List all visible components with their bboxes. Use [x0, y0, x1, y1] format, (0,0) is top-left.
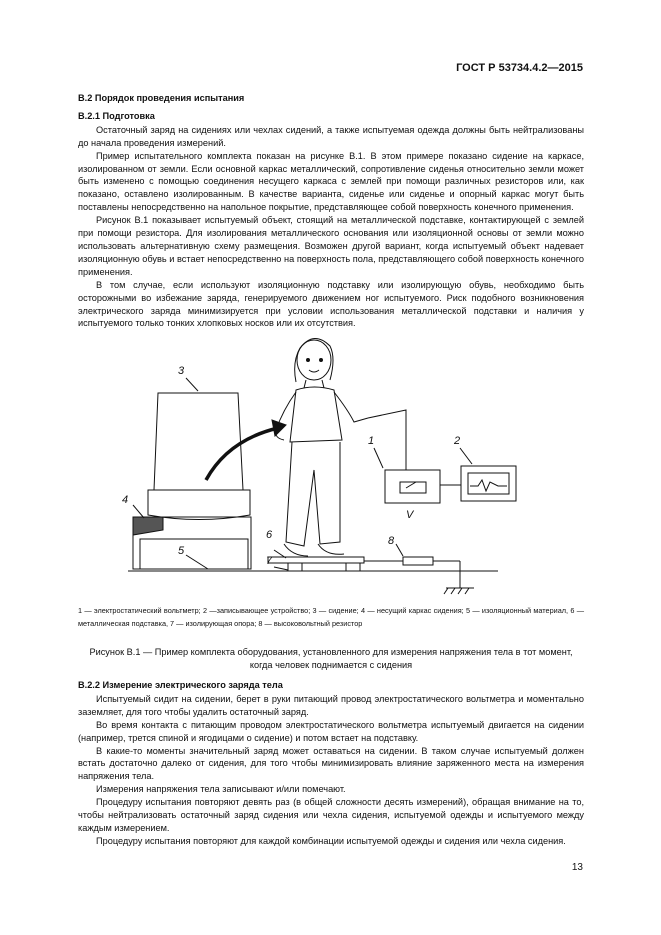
- person-legs: [286, 442, 340, 546]
- paragraph: Пример испытательного комплекта показан на рисунке B.1. В этом примере показано сидение на каркасе, изолированном от земли. Если основной каркас металлический, сопротивление сиденья относительно земли может быть изменено с помощью соединения несущего каркаса с землей при помощи различных резисторов или, как показано, оставлено изолированным. В качестве варианта, сиденье или сиденье и опорный каркас могут быть поставлены непосредственно на напольное покрытие, представляющее собой поверхность конечного применения.: [78, 150, 584, 213]
- seat-backrest: [154, 393, 243, 490]
- figure-label-2: 2: [454, 435, 461, 447]
- person-torso: [290, 387, 342, 442]
- paragraph: Остаточный заряд на сидениях или чехлах сидений, а также испытуемая одежда должны быть нейтрализованы до начала проведения измерений.: [78, 124, 584, 148]
- insulating-support: [346, 563, 360, 571]
- section-b2: [78, 92, 584, 330]
- person-hair: [295, 338, 333, 382]
- high-voltage-resistor: [403, 557, 433, 565]
- voltmeter: [385, 470, 440, 503]
- subsection-title: B.2.2 Измерение электрического заряда тела: [78, 680, 283, 690]
- label-line-7: [274, 567, 288, 570]
- figure-caption: Рисунок B.1 — Пример комплекта оборудования, установленного для измерения напряжения тела в тот момент, когда человек поднимается с сидения: [89, 647, 573, 670]
- subsection-title: B.2.1 Подготовка: [78, 110, 155, 121]
- recorder-screen: [468, 473, 509, 494]
- seat-cushion: [148, 490, 250, 520]
- ground-hatch: [451, 588, 455, 594]
- label-line-2: [460, 448, 472, 464]
- figure-label-3: 3: [178, 365, 185, 377]
- label-line-4: [133, 505, 144, 518]
- paragraph: В том случае, если используют изоляционную подставку или изолирующую обувь, необходимо быть осторожными во избежание заряда, генерируемого движением ног испытуемого. Риск подобного возникновения электрического заряда минимизируется при условии использования металлической подставки и наличия у испытуемого только тонких хлопковых носков или их отсутствия.: [78, 279, 584, 329]
- section-title: B.2 Порядок проведения испытания: [78, 93, 245, 103]
- person-eye: [307, 359, 310, 362]
- label-line-8: [396, 544, 403, 556]
- figure-label-7: 7: [266, 555, 273, 567]
- figure-legend: 1 — электростатический вольтметр; 2 —записывающее устройство; 3 — сидение; 4 — несущий каркас сидения; 5 — изоляционный материал, 6 — металлическая подставка, 7 — изолирующая опора; 8 — высоковольтный резистор: [78, 606, 584, 628]
- ground-hatch: [444, 588, 448, 594]
- label-line-3: [186, 378, 198, 391]
- frame-hatch: [133, 517, 163, 535]
- recorder-trace: [470, 480, 507, 491]
- voltmeter-symbol: V: [406, 509, 414, 521]
- figure-label-8: 8: [388, 535, 395, 547]
- paragraph: Процедуру испытания повторяют для каждой комбинации испытуемой одежды и сидения или чехла сидения.: [96, 835, 566, 846]
- ground-hatch: [458, 588, 462, 594]
- paragraph: Рисунок B.1 показывает испытуемый объект, стоящий на металлической подставке, контактирующей с землей при помощи резистора. Для изолирования металлического основания или изоляционной основы от земли можно использовать альтернативную схему размещения. Возможен другой вариант, когда испытуемый объект надевает изоляционную обувь и встает непосредственно на поверхность пола, представляющего собой поверхность конечного применения.: [78, 215, 584, 277]
- person-right-arm: [334, 392, 368, 422]
- metal-platform: [268, 557, 364, 563]
- insulating-material: [140, 539, 248, 569]
- section-b22: [78, 679, 584, 848]
- ground-hatch: [465, 588, 469, 594]
- recorder: [461, 466, 516, 501]
- figure-label-4: 4: [122, 494, 129, 506]
- figure-b1: [78, 330, 584, 600]
- label-line-1: [374, 448, 383, 468]
- page-number: 13: [571, 862, 583, 873]
- paragraph: Измерения напряжения тела записывают и/или помечают.: [96, 784, 346, 795]
- paragraph: Процедуру испытания повторяют девять раз (в общей сложности десять измерений), обращая внимание на то, чтобы нейтрализовать остаточный заряд сидения или чехла сидения, испытуемой одежды и испытуемого между каждым измерением.: [78, 797, 584, 833]
- person-feet: [284, 544, 344, 556]
- document-id: ГОСТ Р 53734.4.2—2015: [456, 62, 583, 74]
- figure-label-6: 6: [266, 529, 273, 541]
- insulating-support: [288, 563, 302, 571]
- voltmeter-needle: [406, 482, 416, 488]
- paragraph: Испытуемый сидит на сидении, берет в руки питающий провод электростатического вольтметра и моментально заземляет, для того чтобы удалить остаточный заряд.: [78, 693, 584, 717]
- paragraph: Во время контакта с питающим проводом электростатического вольтметра испытуемый двигается на сидении (например, трется спиной и ягодицами о сидение) и потом встает на подставку.: [78, 719, 584, 743]
- person-mouth: [309, 370, 319, 372]
- figure-label-1: 1: [368, 435, 375, 447]
- person-eye: [320, 359, 323, 362]
- paragraph: В какие-то моменты значительный заряд может оставаться на сидении. В таком случае испытуемый должен встать достаточно далеко от сидения, для того чтобы минимизировать влияние заряженного места на измерения напряжения тела.: [78, 745, 584, 782]
- label-line-5: [186, 555, 208, 569]
- figure-label-5: 5: [178, 545, 185, 557]
- test-setup-diagram: [78, 330, 584, 600]
